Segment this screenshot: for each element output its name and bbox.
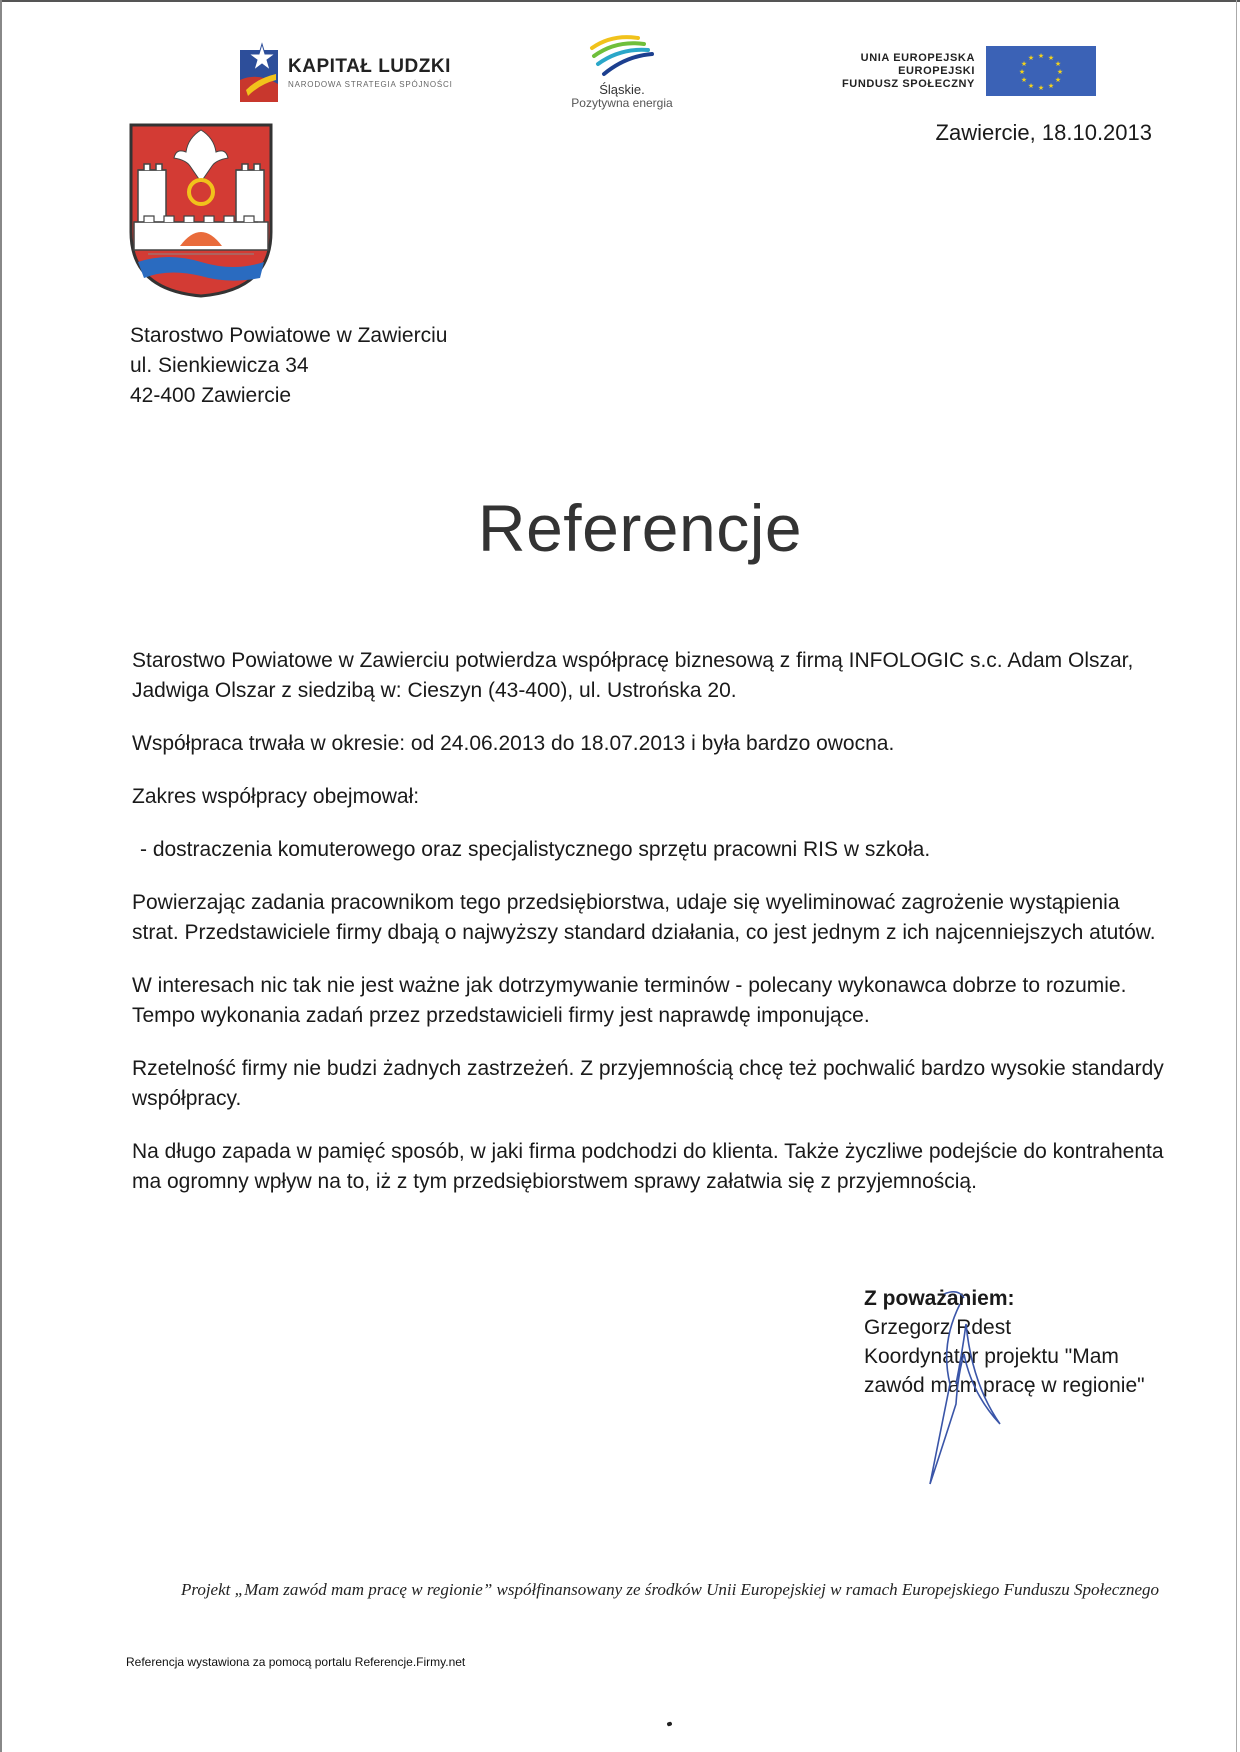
scope-item: - dostraczenia komuterowego oraz specjalistycznego sprzętu pracowni RIS w szkoła. <box>140 838 931 861</box>
svg-text:★: ★ <box>1054 76 1062 84</box>
sender-line2: ul. Sienkiewicza 34 <box>130 354 309 377</box>
eu-efs-logo <box>820 46 1100 98</box>
scan-edge-top <box>0 0 1240 2</box>
sender-line1: Starostwo Powiatowe w Zawierciu <box>130 324 448 347</box>
svg-text:★: ★ <box>1027 82 1035 90</box>
letter-date: Zawiercie, 18.10.2013 <box>935 120 1152 145</box>
body-paragraph: Współpraca trwała w okresie: od 24.06.2013 do 18.07.2013 i była bardzo owocna. <box>132 732 895 755</box>
eu-flag-icon <box>986 46 1096 96</box>
svg-text:★: ★ <box>1018 68 1026 76</box>
body-paragraph: Starostwo Powiatowe w Zawierciu potwierdza współpracę biznesową z firmą INFOLOGIC s.c. Adam Olszar, Jadwiga Olszar z siedzibą w: Cieszyn (43-400), ul. Ustrońska 20. <box>132 649 1134 702</box>
signatory-role-line1: Koordynator projektu "Mam <box>864 1345 1119 1368</box>
kapital-ludzki-title: KAPITAŁ LUDZKI <box>288 56 451 77</box>
body-paragraph: Rzetelność firmy nie budzi żadnych zastrzeżeń. Z przyjemnością chcę też pochwalić bardzo wysokie standardy współpracy. <box>132 1057 1164 1110</box>
svg-text:★: ★ <box>1047 82 1055 90</box>
body-paragraph: Zakres współpracy obejmował: <box>132 785 420 808</box>
slaskie-tagline: Pozytywna energia <box>571 96 673 110</box>
svg-text:★: ★ <box>1037 52 1045 60</box>
project-funding-note: Projekt „Mam zawód mam pracę w regionie” współfinansowany ze środków Unii Europejskiej w ramach Europejskiego Funduszu Społecznego <box>180 1580 1160 1599</box>
svg-text:★: ★ <box>1037 84 1045 92</box>
svg-text:★: ★ <box>1020 76 1028 84</box>
eu-text-line3: FUNDUSZ SPOŁECZNY <box>841 78 975 90</box>
body-paragraph: Powierzając zadania pracownikom tego przedsiębiorstwa, udaje się wyeliminować zagrożenie wystąpienia strat. Przedstawiciele firmy dbają o najwyższy standard działania, co jest jednym z ich najcenniejszych atutów. <box>132 891 1156 944</box>
svg-text:★: ★ <box>1056 68 1064 76</box>
kapital-ludzki-logo <box>240 40 460 106</box>
kapital-ludzki-subtitle: NARODOWA STRATEGIA SPÓJNOŚCI <box>288 80 453 89</box>
kapital-ludzki-emblem-icon <box>240 40 286 106</box>
document-title: Referencje <box>477 491 803 565</box>
signatory-name: Grzegorz Rdest <box>864 1316 1012 1339</box>
svg-text:★: ★ <box>1047 54 1055 62</box>
svg-text:★: ★ <box>1027 54 1035 62</box>
eu-text <box>842 52 975 91</box>
svg-text:★: ★ <box>1054 60 1062 68</box>
signatory-role-line2: zawód mam pracę w regionie" <box>864 1374 1145 1397</box>
handwritten-signature-icon <box>900 1284 1020 1502</box>
coat-of-arms-icon <box>128 122 274 298</box>
scan-speck <box>666 1721 672 1726</box>
sender-line3: 42-400 Zawiercie <box>130 384 292 407</box>
body-paragraph: Na długo zapada w pamięć sposób, w jaki firma podchodzi do klienta. Także życzliwe podejście do kontrahenta ma ogromny wpływ na to, iż z tym przedsiębiorstwem sprawy załatwia się z przyjemnością. <box>132 1140 1164 1193</box>
body-paragraph: W interesach nic tak nie jest ważne jak dotrzymywanie terminów - polecany wykonawca dobrze to rozumie. Tempo wykonania zadań przez przedstawicieli firmy jest naprawdę imponujące. <box>132 974 1127 1027</box>
closing-greeting: Z poważaniem: <box>864 1287 1015 1310</box>
slaskie-waves-icon <box>586 30 656 80</box>
svg-text:★: ★ <box>1020 60 1028 68</box>
slaskie-logo <box>552 30 692 114</box>
eu-text-line1: UNIA EUROPEJSKA <box>860 52 975 64</box>
sender-address <box>130 321 447 411</box>
letter-body <box>132 646 1166 1220</box>
scan-edge-right <box>1236 0 1237 1752</box>
portal-note: Referencja wystawiona za pomocą portalu Referencje.Firmy.net <box>126 1655 466 1669</box>
scan-edge-left <box>0 0 2 1752</box>
slaskie-name: Śląskie. <box>599 82 645 97</box>
eu-text-line2: EUROPEJSKI <box>898 65 975 77</box>
